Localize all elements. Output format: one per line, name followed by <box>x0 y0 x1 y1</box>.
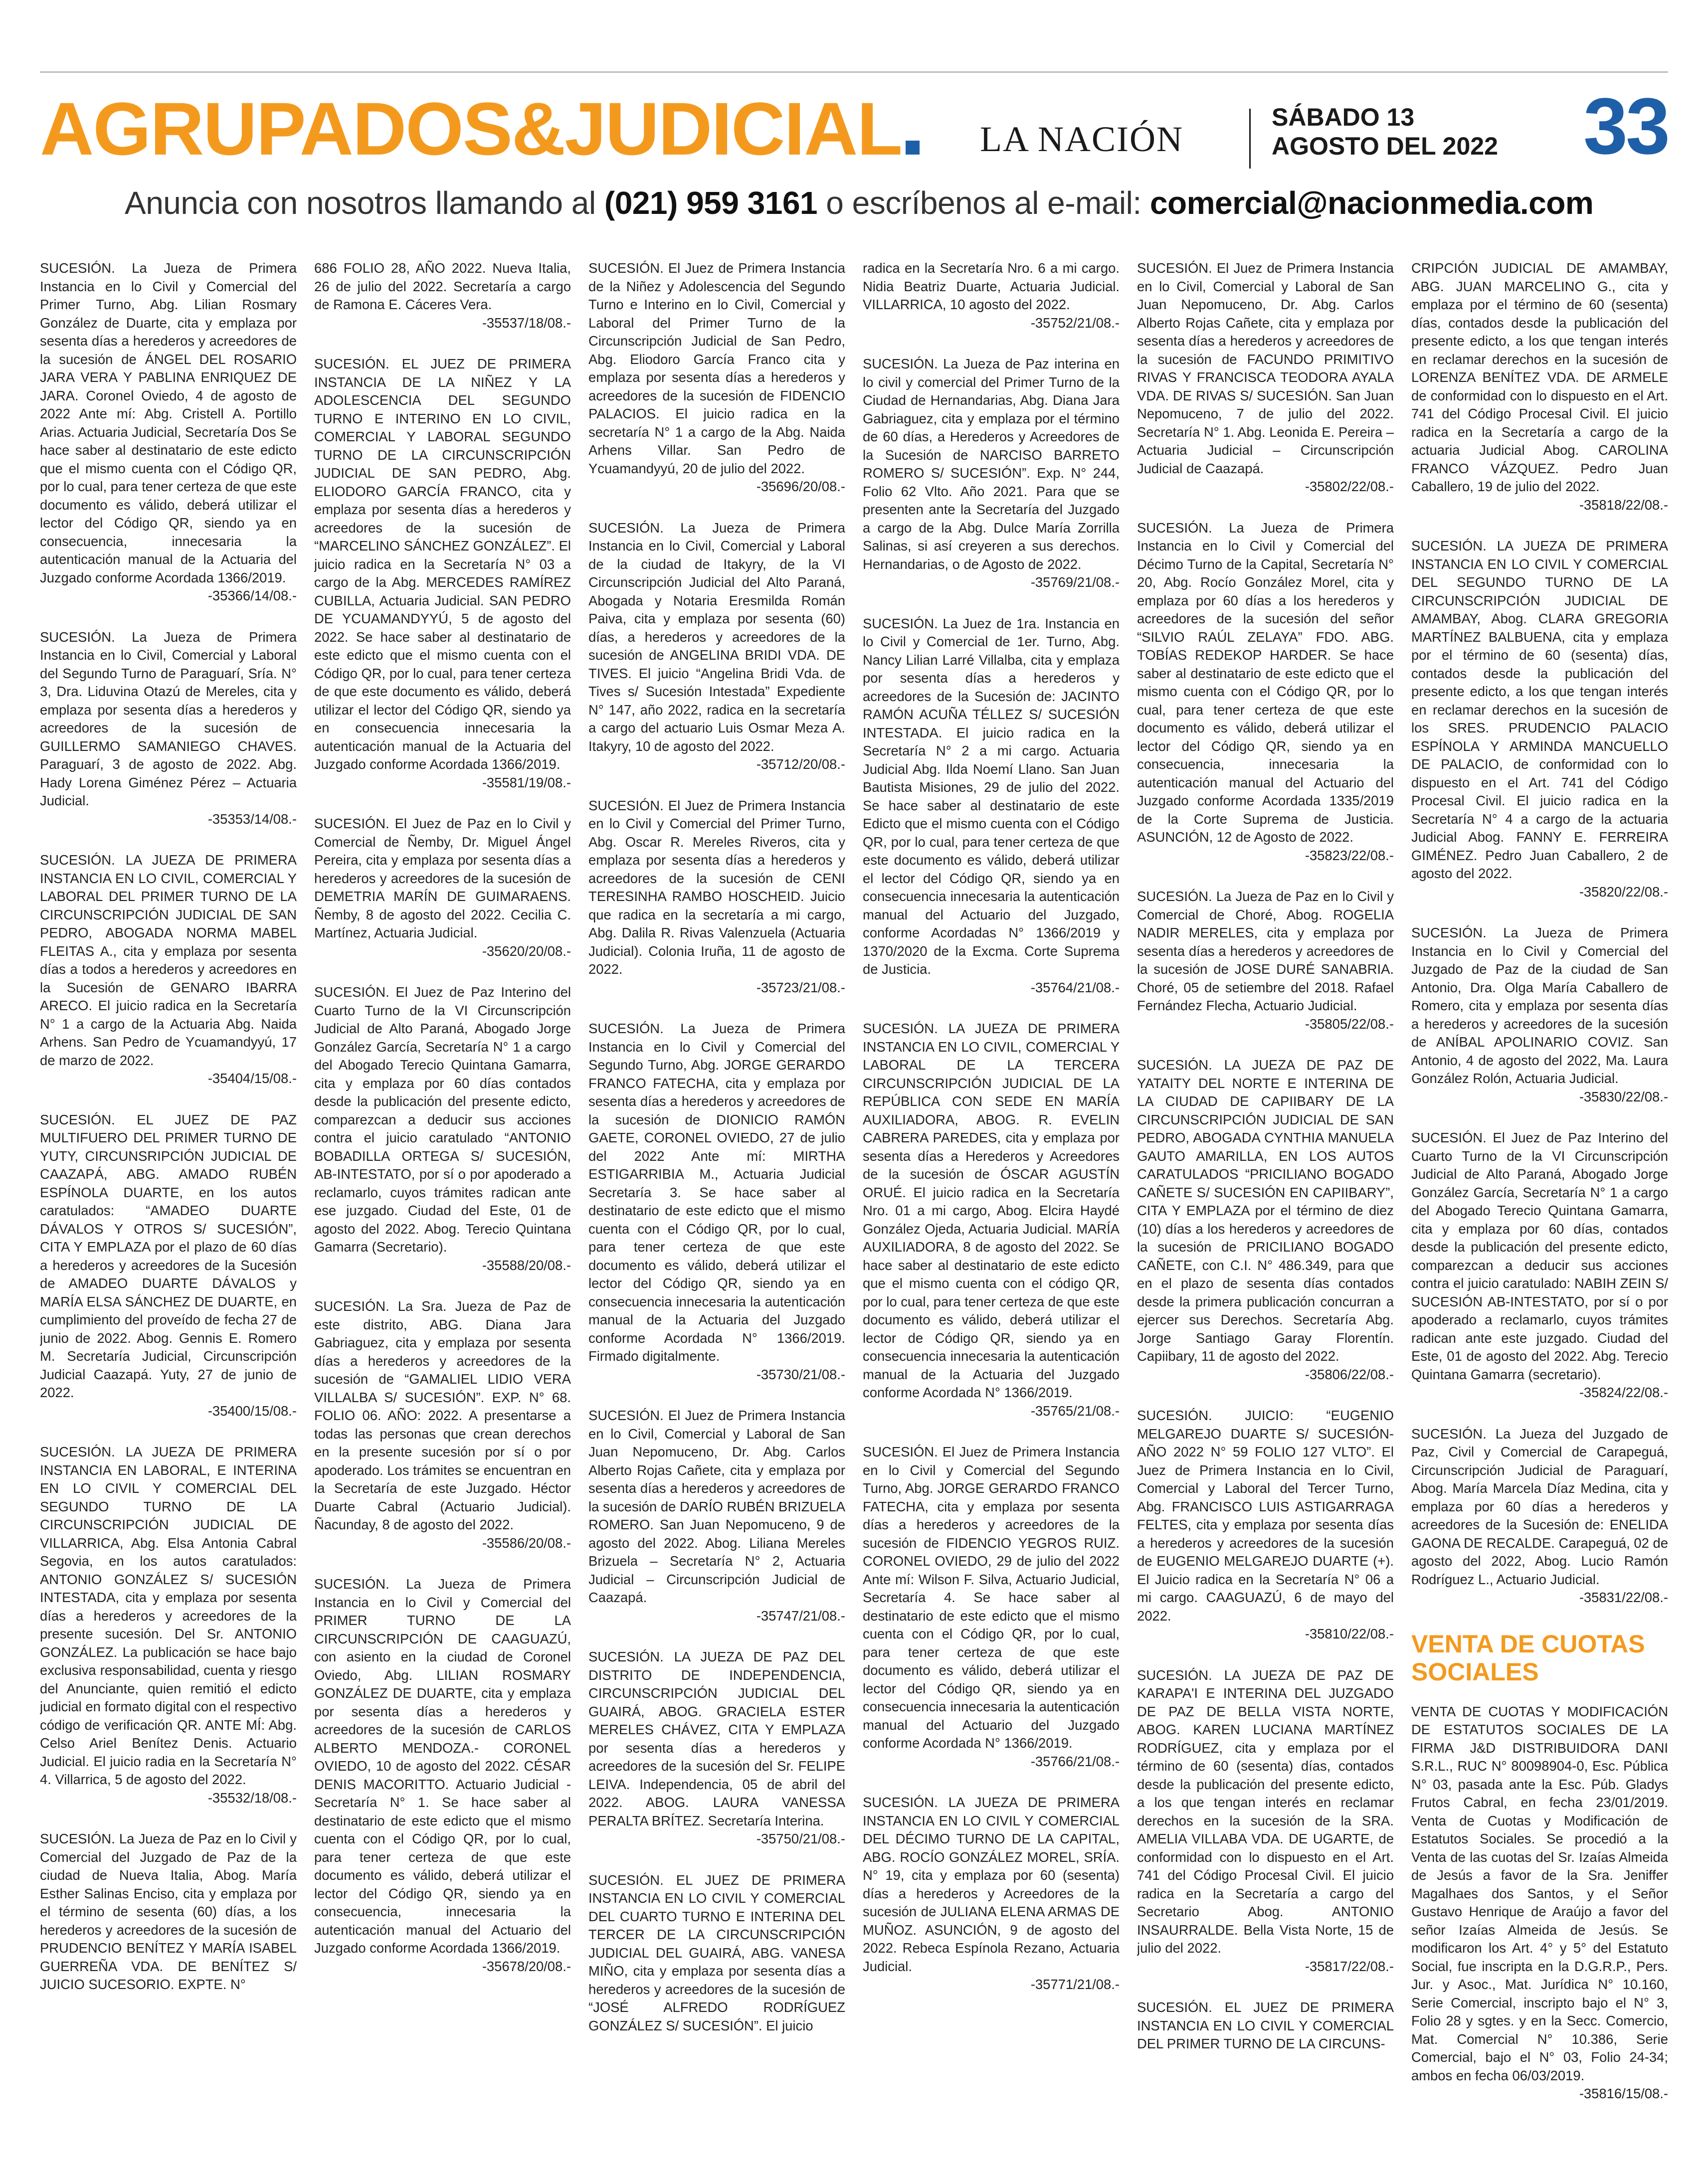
notice-text: VENTA DE CUOTAS Y MODIFICACIÓN DE ESTATUTOS SOCIALES DE LA FIRMA J&D DISTRIBUIDORA DANI S.R.L., RUC N° 80098904-0, Esc. Pública N° 03, pasada ante la Esc. Púb. Gladys Frutos Cabral, en fecha 23/01/2019. Venta de Cuotas y Modificación de Estatutos Sociales. Se procedió a la Venta de las cuotas del Sr. Izaías Almeida de Jesús a favor de la Sra. Jeniffer Magalhaes dos Santos, y el Señor Gustavo Henrique de Araújo a favor del señor Izaías Almeida de Jesús. Se modificaron los Art. 4° y 5° del Estatuto Social, fue inscripta en la D.G.R.P., Pers. Jur. y Asoc., Mat. Jurídica N° 10.160, Serie Comercial, inscripto bajo el N° 3, Folio 28 y sgtes. y en la Secc. Comercio, Mat. Comercial N° 10.386, Serie Comercial, bajo el N° 03, Folio 24-34; ambos en fecha 06/03/2019. <box>1411 1703 1668 2083</box>
legal-notice <box>40 851 297 1088</box>
legal-notice <box>40 1443 297 1807</box>
legal-notice <box>863 1020 1120 1420</box>
legal-notice <box>1411 259 1668 514</box>
notice-text: SUCESIÓN. El Juez de Primera Instancia en lo Civil y Comercial del Primer Turno, Abg. Oscar R. Mereles Riveros, cita y emplaza por sesenta días a herederos y acreedores de la sucesión de CENI TERESINHA RAMBO HOSCHEID. Juicio que radica en la secretaría a mi cargo, Abg. Dalila R. Rivas Valenzuela (Actuaria Judicial). Colonia Iruña, 11 de agosto de 2022. <box>588 797 845 977</box>
notice-text: SUCESIÓN. El Juez de Primera Instancia de la Niñez y Adolescencia del Segundo Turno e Interino en lo Civil, Comercial y Laboral del Primer Turno de la Circunscripción Judicial de San Pedro, Abg. Eliodoro García Franco cita y emplaza por sesenta días a herederos y acreedores de la sucesión de FIDENCIO PALACIOS. El juicio radica en la secretaría N° 1 a cargo de la Abg. Naida Arhens Villar. San Pedro de Ycuamandyyú, 20 de julio del 2022. <box>588 260 845 476</box>
contact-middle: o escríbenos al e-mail: <box>826 185 1141 221</box>
legal-notice <box>1411 537 1668 901</box>
contact-lead: Anuncia con nosotros llamando al <box>125 185 596 221</box>
notice-reference: -35806/22/08.- <box>1305 1366 1394 1382</box>
section-title <box>40 89 920 169</box>
notice-text: radica en la Secretaría Nro. 6 a mi cargo. Nidia Beatriz Duarte, Actuaria Judicial. VILLARRICA, 10 agosto del 2022. <box>863 260 1120 312</box>
notice-reference: -35805/22/08.- <box>1305 1016 1394 1032</box>
legal-notice <box>863 615 1120 997</box>
legal-notice <box>314 1297 571 1552</box>
section-heading: VENTA DE CUOTAS SOCIALES <box>1411 1630 1645 1686</box>
notice-reference: -35404/15/08.- <box>207 1071 297 1086</box>
notice-reference: -35816/15/08.- <box>1579 2086 1668 2101</box>
notice-reference: -35712/20/08.- <box>756 756 845 772</box>
notice-text: SUCESIÓN. LA JUEZA DE PAZ DE YATAITY DEL NORTE E INTERINA DE LA CIUDAD DE CAPIIBARY DE LA CIRCUNSCRIPCIÓN JUDICIAL DE SAN PEDRO, ABOGADA CYNTHIA MANUELA GAUTO AMARILLA, EN LOS AUTOS CARATULADOS “PRICILIANO BOGADO CAÑETE S/ SUCESIÓN EN CAPIIBARY”, CITA Y EMPLAZA por el término de diez (10) días a los herederos y acreedores de la sucesión de PRICILIANO BOGADO CAÑETE, con C.I. N° 486.349, para que en el plazo de sesenta días contados desde la primera publicación concurran a ejercer sus Derechos. Secretaría Abg. Jorge Santiago Garay Florentín. Capiibary, 11 de agosto del 2022. <box>1137 1057 1394 1364</box>
date-line-2: AGOSTO DEL 2022 <box>1272 132 1498 160</box>
notice-text: SUCESIÓN. La Sra. Jueza de Paz de este distrito, ABG. Diana Jara Gabriaguez, cita y emplaza por sesenta días a herederos y acreedores de la sucesión de “GAMALIEL LIDIO VERA VILLALBA S/ SUCESIÓN”. EXP. N° 68. FOLIO 06. AÑO: 2022. A presentarse a todas las personas que crean derechos en la presente sucesión por sí o por apoderado. Los trámites se encuentran en la Secretaría de este Juzgado. Héctor Duarte Cabral (Actuario Judicial). Ñacunday, 8 de agosto del 2022. <box>314 1298 571 1532</box>
notice-reference: -35586/20/08.- <box>482 1535 571 1551</box>
legal-notice <box>1137 1056 1394 1384</box>
notice-text: SUCESIÓN. El Juez de Paz Interino del Cuarto Turno de la VI Circunscripción Judicial de Alto Paraná, Abogado Jorge González García, Secretaría N° 1 a cargo del Abogado Terecio Quintana Gamarra, cita y emplaza por 60 días contados desde la publicación del presente edicto, comparezcan a deducir sus acciones contra el juicio caratulado “ANTONIO BOBADILLA ORTEGA S/ SUCESIÓN, AB-INTESTATO, por sí o por apoderado a reclamarlo, cuyos trámites radican ante ese juzgado. Ciudad del Este, 01 de agosto del 2022. Abog. Terecio Quintana Gamarra (Secretario). <box>314 984 571 1255</box>
notice-text: SUCESIÓN. LA JUEZA DE PRIMERA INSTANCIA EN LO CIVIL, COMERCIAL Y LABORAL DE LA TERCERA CIRCUNSCRIPCIÓN JUDICIAL DE LA REPÚBLICA CON SEDE EN MARÍA AUXILIADORA, ABOG. R. EVELIN CABRERA PAREDES, cita y emplaza por sesenta días a Herederos y Acreedores de la sucesión de ÓSCAR AGUSTÍN ORUÉ. El juicio radica en la Secretaría Nro. 01 a mi cargo, Abog. Elcira Haydé González Ojeda, Actuaria Judicial. MARÍA AUXILIADORA, 8 de agosto del 2022. Se hace saber al destinatario de este edicto que el mismo cuenta con el código QR, por lo cual, para tener certeza de que este documento es válido, deberá utilizar el lector de Código QR, siendo ya en consecuencia innecesaria la autenticación manual de la Actuaria del Juzgado conforme Acordada N° 1366/2019. <box>863 1021 1120 1400</box>
legal-notice <box>1137 259 1394 496</box>
newspaper-name: LA NACIÓN <box>980 119 1183 159</box>
column-6 <box>1411 259 1668 2164</box>
notice-text: SUCESIÓN. El Juez de Primera Instancia en lo Civil y Comercial del Segundo Turno, Abg. JORGE GERARDO FRANCO FATECHA, cita y emplaza por sesenta días a herederos y acreedores de la sucesión de FIDENCIO YEGROS RUIZ. CORONEL OVIEDO, 29 de julio del 2022 Ante mí: Wilson F. Silva, Actuario Judicial, Secretaría 4. Se hace saber al destinatario de este edicto que el mismo cuenta con el Código QR, por lo cual, para tener certeza de que este documento es válido, deberá utilizar el lector del Código QR, siendo ya en consecuencia innecesaria la autenticación manual del Actuario del Juzgado conforme Acordada N° 1366/2019. <box>863 1444 1120 1751</box>
legal-notice <box>314 815 571 960</box>
contact-phone: (021) 959 3161 <box>604 185 817 221</box>
column-1 <box>40 259 297 2164</box>
notice-reference: -35766/21/08.- <box>1030 1753 1120 1769</box>
notice-reference: -35353/14/08.- <box>207 811 297 827</box>
legal-notice <box>588 1648 845 1848</box>
notice-reference: -35581/19/08.- <box>482 774 571 790</box>
legal-notice <box>1411 1703 1668 2103</box>
legal-notice <box>1137 1998 1394 2053</box>
notice-reference: -35678/20/08.- <box>482 1958 571 1974</box>
legal-notice <box>588 1871 845 2035</box>
legal-notice <box>588 1407 845 1625</box>
date-block <box>1272 103 1498 161</box>
contact-line <box>125 184 1593 221</box>
legal-notice <box>588 259 845 496</box>
legal-notice <box>40 628 297 829</box>
notice-text: SUCESIÓN. LA JUEZA DE PAZ DE KARAPA'I E INTERINA DEL JUZGADO DE PAZ DE BELLA VISTA NORTE, ABOG. KAREN LUCIANA MARTÍNEZ RODRÍGUEZ, cita y emplaza por el término de 60 (sesenta) días, contados desde la publicación del presente edicto, a los que tengan interés en reclamar derechos en la sucesión de la SRA. AMELIA VILLABA VDA. DE UGARTE, de conformidad con lo dispuesto en el Art. 741 del Código Procesal Civil. El juicio radica en la Secretaría a cargo del Secretario Abog. ANTONIO INSAURRALDE. Bella Vista Norte, 15 de julio del 2022. <box>1137 1667 1394 1956</box>
column-3 <box>588 259 845 2164</box>
notice-text: SUCESIÓN. La Jueza de Primera Instancia en lo Civil y Comercial del Segundo Turno, Abg. JORGE GERARDO FRANCO FATECHA, cita y emplaza por sesenta días a herederos y acreedores de la sucesión de DIONICIO RAMÓN GAETE, CORONEL OVIEDO, 27 de julio del 2022 Ante mí: MIRTHA ESTIGARRIBIA M., Actuaria Judicial Secretaría 3. Se hace saber al destinatario de este edicto que el mismo cuenta con el Código QR, por lo cual, para tener certeza de que este documento es válido, deberá utilizar el lector del Código QR, siendo ya en consecuencia innecesaria la autenticación manual de la Actuaria del Juzgado conforme Acordada N° 1366/2019. Firmado digitalmente. <box>588 1021 845 1364</box>
notice-text: SUCESIÓN. La Jueza de Primera Instancia en lo Civil y Comercial del Primer Turno, Abg. Lilian Rosmary González de Duarte, cita y emplaza por sesenta días a herederos y acreedores de la sucesión de ÁNGEL DEL ROSARIO JARA VERA Y PABLINA ENRIQUEZ DE JARA. Coronel Oviedo, 4 de agosto de 2022 Ante mí: Abg. Cristell A. Portillo Arias. Actuaria Judicial, Secretaría Dos Se hace saber al destinatario de este edicto que el mismo cuenta con el Código QR, por lo cual, para tener certeza de que este documento es válido, deberá utilizar el lector del Código QR, siendo ya en consecuencia, innecesaria la autenticación manual de la Actuaria del Juzgado conforme Acordada 1366/2019. <box>40 260 297 585</box>
notice-reference: -35730/21/08.- <box>756 1366 845 1382</box>
notice-reference: -35830/22/08.- <box>1579 1089 1668 1104</box>
masthead <box>40 81 1668 171</box>
notice-reference: -35831/22/08.- <box>1579 1590 1668 1605</box>
legal-notice <box>1137 1407 1394 1643</box>
notice-text: SUCESIÓN. El Juez de Paz en lo Civil y Comercial de Ñemby, Dr. Miguel Ángel Pereira, cita y emplaza por sesenta días a herederos y acreedores de la sucesión de DEMETRIA MARÍN DE GUIMARAENS. Ñemby, 8 de agosto del 2022. Cecilia C. Martínez, Actuaria Judicial. <box>314 816 571 940</box>
column-2 <box>314 259 571 2164</box>
column-5 <box>1137 259 1394 2164</box>
notice-reference: -35400/15/08.- <box>207 1403 297 1419</box>
notice-reference: -35818/22/08.- <box>1579 497 1668 513</box>
legal-notice <box>1137 888 1394 1033</box>
notice-reference: -35747/21/08.- <box>756 1608 845 1624</box>
notice-text: SUCESIÓN. El Juez de Paz Interino del Cuarto Turno de la VI Circunscripción Judicial de Alto Paraná, Abogado Jorge González García, Secretaría N° 1 a cargo del Abogado Terecio Quintana Gamarra, cita y emplaza por 60 días, contados desde la publicación del presente edicto, comparezcan a deducir sus acciones contra el juicio caratulado: NABIH ZEIN S/ SUCESIÓN AB-INTESTATO, por sí o por apoderado a reclamarlo, cuyos trámites radican ante este juzgado. Ciudad del Este, 01 de agosto del 2022. Abg. Terecio Quintana Gamarra (secretario). <box>1411 1130 1668 1382</box>
notice-text: SUCESIÓN. LA JUEZA DE PRIMERA INSTANCIA EN LABORAL, E INTERINA EN LO CIVIL Y COMERCIAL DEL SEGUNDO TURNO DE LA CIRCUNSCRIPCIÓN JUDICIAL DE VILLARRICA, Abg. Elsa Antonia Cabral Segovia, en los autos caratulados: ANTONIO GONZÁLEZ S/ SUCESIÓN INTESTADA, cita y emplaza por sesenta días a herederos y acreedores de la presente sucesión. Del Sr. ANTONIO GONZÁLEZ. La publicación se hace bajo exclusiva responsabilidad, cuenta y riesgo del Anunciante, quien remitió el edicto judicial en formato digital con el respectivo código de verificación QR. ANTE MÍ: Abg. Celso Ariel Benítez Denis. Actuario Judicial. El juicio radia en la Secretaría N° 4. Villarrica, 5 de agosto del 2022. <box>40 1444 297 1787</box>
legal-notice <box>863 259 1120 332</box>
section-title-text: AGRUPADOS&JUDICIAL <box>40 87 902 171</box>
notice-text: SUCESIÓN. La Jueza del Juzgado de Paz, Civil y Comercial de Carapeguá, Circunscripción Judicial de Paraguarí, Abog. María Marcela Díaz Medina, cita y emplaza por 60 días a herederos y acreedores de la Sucesión de: ENELIDA GAONA DE RECALDE. Carapeguá, 02 de agosto del 2022, Abog. Lucio Ramón Rodríguez L., Actuario Judicial. <box>1411 1426 1668 1587</box>
legal-notice <box>1411 924 1668 1106</box>
notice-reference: -35764/21/08.- <box>1030 979 1120 995</box>
page-number: 33 <box>1583 81 1668 171</box>
notice-text: SUCESIÓN. LA JUEZA DE PRIMERA INSTANCIA EN LO CIVIL Y COMERCIAL DEL DÉCIMO TURNO DE LA CAPITAL, ABG. ROCÍO GONZÁLEZ MOREL, SRÍA. N° 19, cita y emplaza por 60 (sesenta) días a herederos y Acreedores de la sucesión de JULIANA ELENA ARMAS DE MUÑOZ. ASUNCIÓN, 9 de agosto del 2022. Rebeca Espínola Rezano, Actuaria Judicial. <box>863 1795 1120 1974</box>
notice-reference: -35802/22/08.- <box>1305 479 1394 494</box>
notice-text: CRIPCIÓN JUDICIAL DE AMAMBAY, ABG. JUAN MARCELINO G., cita y emplaza por el término de 60 (sesenta) días, contados desde la publicación del presente edicto, a los que tengan interés en reclamar derechos en la sucesión de LORENZA BENÍTEZ VDA. DE ARMELE de conformidad con lo dispuesto en el Art. 741 del Código Procesal Civil. El juicio radica en la Secretaría a cargo de la actuaria Judicial Abog. CAROLINA FRANCO VÁZQUEZ. Pedro Juan Caballero, 19 de julio del 2022. <box>1411 260 1668 494</box>
notice-reference: -35532/18/08.- <box>207 1790 297 1806</box>
notice-text: SUCESIÓN. El Juez de Primera Instancia en lo Civil, Comercial y Laboral de San Juan Nepomuceno, Dr. Abg. Carlos Alberto Rojas Cañete, cita y emplaza por sesenta días a herederos y acreedores de la sucesión de DARÍO RUBÉN BRIZUELA ROMERO. San Juan Nepomuceno, 9 de agosto del 2022. Abog. Liliana Mereles Brizuela – Secretaría N° 2, Actuaria Judicial – Circunscripción Judicial de Caazapá. <box>588 1408 845 1605</box>
legal-notice <box>314 983 571 1274</box>
notice-reference: -35820/22/08.- <box>1579 884 1668 900</box>
notice-text: SUCESIÓN. La Jueza de Primera Instancia en lo Civil y Comercial del PRIMER TURNO DE LA CIRCUNSCRIPCIÓN DE CAAGUAZÚ, con asiento en la ciudad de Coronel Oviedo, Abg. LILIAN ROSMARY GONZÁLEZ DE DUARTE, cita y emplaza por sesenta días a herederos y acreedores de la sucesión de CARLOS ALBERTO MENDOZA.- CORONEL OVIEDO, 10 de agosto del 2022. CÉSAR DENIS MACORITTO. Actuario Judicial - Secretaría N° 1. Se hace saber al destinatario de este edicto que el mismo cuenta con el Código QR, por lo cual, para tener certeza de que este documento es válido, deberá utilizar el lector del Código QR, siendo ya en consecuencia, innecesaria la autenticación manual del Actuario del Juzgado conforme Acordada 1366/2019. <box>314 1576 571 1956</box>
notice-reference: -35620/20/08.- <box>482 943 571 959</box>
legal-notice <box>40 1830 297 1994</box>
notice-text: 686 FOLIO 28, AÑO 2022. Nueva Italia, 26 de julio del 2022. Secretaría a cargo de Ramona E. Cáceres Vera. <box>314 260 571 312</box>
notice-reference: -35817/22/08.- <box>1305 1958 1394 1974</box>
notice-reference: -35810/22/08.- <box>1305 1626 1394 1641</box>
notice-reference: -35696/20/08.- <box>756 479 845 494</box>
legal-notice <box>314 1575 571 1976</box>
notice-text: SUCESIÓN. El Juez de Primera Instancia en lo Civil, Comercial y Laboral de San Juan Nepomuceno, Dr. Abg. Carlos Alberto Rojas Cañete, cita y emplaza por sesenta días a herederos y acreedores de la sucesión de FACUNDO PRIMITIVO RIVAS Y FRANCISCA TEODORA AYALA VDA. DE RIVAS S/ SUCESIÓN. San Juan Nepomuceno, 7 de julio del 2022. Secretaría N° 1. Abg. Leonida E. Pereira – Actuaria Judicial – Circunscripción Judicial de Caazapá. <box>1137 260 1394 476</box>
notice-text: SUCESIÓN. JUICIO: “EUGENIO MELGAREJO DUARTE S/ SUCESIÓN-AÑO 2022 N° 59 FOLIO 127 VLTO”. El Juez de Primera Instancia en lo Civil, Comercial y Laboral del Tercer Turno, Abg. FRANCISCO LUIS ASTIGARRAGA FELTES, cita y emplaza por sesenta días a herederos y acreedores de la sucesión de EUGENIO MELGAREJO DUARTE (+). El Juicio radica en la Secretaría N° 06 a mi cargo. CAAGUAZÚ, 6 de mayo del 2022. <box>1137 1408 1394 1624</box>
notice-text: SUCESIÓN. La Jueza de Paz en lo Civil y Comercial de Choré, Abog. ROGELIA NADIR MERELES, cita y emplaza por sesenta días a herederos y acreedores de la sucesión de JOSE DURÉ SANABRIA. Choré, 05 de setiembre del 2018. Rafael Fernández Flecha, Actuario Judicial. <box>1137 889 1394 1013</box>
notice-reference: -35537/18/08.- <box>482 315 571 331</box>
notice-text: SUCESIÓN. LA JUEZA DE PRIMERA INSTANCIA EN LO CIVIL Y COMERCIAL DEL SEGUNDO TURNO DE LA CIRCUNSCRIPCIÓN JUDICIAL DE AMAMBAY, Abog. CLARA GREGORIA MARTÍNEZ BALBUENA, cita y emplaza por el término de 60 (sesenta) días, contados desde la publicación del presente edicto, a los que tengan interés en reclamar derechos en la sucesión de los SRES. PRUDENCIO PALACIO ESPÍNOLA Y ARMINDA MANCUELLO DE PALACIO, de conformidad con lo dispuesto en el Art. 741 del Código Procesal Civil. El juicio radica en la Secretaría N° 4 a cargo de la actuaria Judicial Abog. FANNY E. FERREIRA GIMÉNEZ. Pedro Juan Caballero, 2 de agosto del 2022. <box>1411 538 1668 881</box>
notice-reference: -35824/22/08.- <box>1579 1385 1668 1400</box>
legal-notice <box>588 797 845 997</box>
notice-text: SUCESIÓN. La Juez de 1ra. Instancia en lo Civil y Comercial de 1er. Turno, Abg. Nancy Lilian Larré Villalba, cita y emplaza por sesenta días a herederos y acreedores de la Sucesión de: JACINTO RAMÓN ACUÑA TÉLLEZ S/ SUCESIÓN INTESTADA. El juicio radica en la Secretaría N° 2 a mi cargo. Actuaria Judicial Abg. Ilda Noemí Llano. San Juan Bautista Misiones, 29 de julio del 2022. Se hace saber al destinatario de este Edicto que el mismo cuenta con el Código QR, por lo cual, para tener certeza de que este documento es válido, deberá utilizar el lector del Código QR, siendo ya en consecuencia innecesaria la autenticación manual del Actuario del Juzgado, conforme Acordadas N° 1366/2019 y 1370/2020 de la Excma. Corte Suprema de Justicia. <box>863 615 1120 977</box>
contact-email: comercial@nacionmedia.com <box>1149 185 1594 221</box>
notice-reference: -35771/21/08.- <box>1030 1977 1120 1992</box>
notice-reference: -35823/22/08.- <box>1305 847 1394 863</box>
legal-notice <box>40 1111 297 1421</box>
legal-notice <box>1137 1666 1394 1976</box>
notice-reference: -35588/20/08.- <box>482 1257 571 1273</box>
notice-text: SUCESIÓN. La Jueza de Primera Instancia en lo Civil, Comercial y Laboral del Segundo Turno de Paraguarí, Sría. N° 3, Dra. Liduvina Otazú de Mereles, cita y emplaza por sesenta días a herederos y acreedores de la sucesión de GUILLERMO SAMANIEGO CHAVES. Paraguarí, 3 de agosto de 2022. Abg. Hady Lorena Giménez Pérez – Actuaria Judicial. <box>40 629 297 808</box>
notice-reference: -35752/21/08.- <box>1030 315 1120 331</box>
notice-text: SUCESIÓN. EL JUEZ DE PRIMERA INSTANCIA EN LO CIVIL Y COMERCIAL DEL PRIMER TURNO DE LA CIRCUNS- <box>1137 1999 1394 2051</box>
legal-notice <box>40 259 297 605</box>
legal-notice <box>1411 1425 1668 1607</box>
notices-columns <box>40 259 1668 2164</box>
notice-reference: -35765/21/08.- <box>1030 1403 1120 1419</box>
legal-notice <box>863 1794 1120 1994</box>
legal-notice <box>863 355 1120 592</box>
notice-text: SUCESIÓN. La Jueza de Primera Instancia en lo Civil, Comercial y Laboral de la ciudad de Itakyry, de la VI Circunscripción Judicial del Alto Paraná, Abogada y Notaria Eresmilda Román Paiva, cita y emplaza por sesenta (60) días, a herederos y acreedores de la sucesión de ANGELINA BRIDI VDA. DE TIVES. El juicio “Angelina Bridi Vda. de Tives s/ Sucesión Intestada” Expediente N° 147, año 2022, radica en la secretaría a cargo del actuario Luis Osmar Meza A. Itakyry, 10 de agosto del 2022. <box>588 520 845 754</box>
notice-text: SUCESIÓN. EL JUEZ DE PRIMERA INSTANCIA DE LA NIÑEZ Y LA ADOLESCENCIA DEL SEGUNDO TURNO E INTERINO EN LO CIVIL, COMERCIAL Y LABORAL SEGUNDO TURNO DE LA CIRCUNSCRIPCIÓN JUDICIAL DE SAN PEDRO, Abg. ELIODORO GARCÍA FRANCO, cita y emplaza por sesenta días a herederos y acreedores de la sucesión de “MARCELINO SÁNCHEZ GONZÁLEZ”. El juicio radica en la Secretaría N° 03 a cargo de la Abg. MERCEDES RAMÍREZ CUBILLA, Actuaria Judicial. SAN PEDRO DE YCUAMANDYYÚ, 5 de agosto del 2022. Se hace saber al destinatario de este edicto que el mismo cuenta con el Código QR, por lo cual, para tener certeza de que este documento es válido, deberá utilizar el lector del Código QR, siendo ya en consecuencia innecesaria la autenticación manual de la Actuaria del Juzgado conforme Acordada 1366/2019. <box>314 356 571 772</box>
legal-notice <box>588 519 845 774</box>
notice-reference: -35723/21/08.- <box>756 979 845 995</box>
masthead-separator <box>1249 109 1251 169</box>
section-title-dot <box>906 141 920 155</box>
legal-notice <box>314 355 571 792</box>
date-line-1: SÁBADO 13 <box>1272 103 1415 131</box>
notice-text: SUCESIÓN. LA JUEZA DE PRIMERA INSTANCIA EN LO CIVIL, COMERCIAL Y LABORAL DEL PRIMER TURNO DE LA CIRCUNSCRIPCIÓN JUDICIAL DE SAN PEDRO, ABOGADA NORMA MABEL FLEITAS A., cita y emplaza por sesenta días a todos a herederos y acreedores en la Sucesión de GENARO IBARRA ARECO. El juicio radica en la Secretaría N° 1 a cargo de la Actuaria Abg. Naida Arhens. San Pedro de Ycuamandyyú, 17 de marzo de 2022. <box>40 852 297 1068</box>
legal-notice <box>863 1443 1120 1771</box>
notice-text: SUCESIÓN. La Jueza de Paz interina en lo civil y comercial del Primer Turno de la Ciudad de Hernandarias, Abg. Diana Jara Gabriaguez, cita y emplaza por el término de 60 días, a Herederos y Acreedores de la Sucesión de NARCISO BARRETO ROMERO S/ SUCESIÓN”. Exp. N° 244, Folio 62 Vlto. Año 2021. Para que se presenten ante la Secretaría del Juzgado a cargo de la Abg. Dulce María Zorrilla Salinas, si así creyeren a sus derechos. Hernandarias, o de Agosto de 2022. <box>863 356 1120 572</box>
notice-text: SUCESIÓN. La Jueza de Primera Instancia en lo Civil y Comercial del Décimo Turno de la Capital, Secretaría N° 20, Abg. Rocío González Morel, cita y emplaza por 60 días a los herederos y acreedores de la sucesión del señor “SILVIO RAÚL ZELAYA” FDO. ABG. TOBÍAS REDEKOP HARDER. Se hace saber al destinatario de este edicto que el mismo cuenta con el Código QR, por lo cual, para tener certeza de que este documento es válido, deberá utilizar el lector del Código QR, siendo ya en consecuencia, innecesaria la autenticación manual del Actuario del Juzgado conforme Acordada 1335/2019 de la Corte Suprema de Justicia. ASUNCIÓN, 12 de Agosto de 2022. <box>1137 520 1394 845</box>
top-rule <box>40 71 1668 73</box>
notice-reference: -35750/21/08.- <box>756 1831 845 1846</box>
legal-notice <box>1137 519 1394 865</box>
legal-notice <box>314 259 571 332</box>
notice-reference: -35769/21/08.- <box>1030 574 1120 590</box>
notice-text: SUCESIÓN. La Jueza de Paz en lo Civil y Comercial del Juzgado de Paz de la ciudad de Nueva Italia, Abog. María Esther Salinas Enciso, cita y emplaza por el término de sesenta (60) días, a los herederos y acreedores de la sucesión de PRUDENCIO BENÍTEZ Y MARÍA ISABEL GUERREÑA VDA. DE BENÍTEZ S/ JUICIO SUCESORIO. EXPTE. N° <box>40 1831 297 1992</box>
notice-reference: -35366/14/08.- <box>207 588 297 603</box>
column-4 <box>863 259 1120 2164</box>
legal-notice <box>1411 1129 1668 1402</box>
legal-notice <box>588 1020 845 1384</box>
notice-text: SUCESIÓN. EL JUEZ DE PRIMERA INSTANCIA EN LO CIVIL Y COMERCIAL DEL CUARTO TURNO E INTERINA DEL TERCER DE LA CIRCUNSCRIPCIÓN JUDICIAL DEL GUAIRÁ, ABG. VANESA MIÑO, cita y emplaza por sesenta días a herederos y acreedores de la sucesión de “JOSÉ ALFREDO RODRÍGUEZ GONZÁLEZ S/ SUCESIÓN”. El juicio <box>588 1872 845 2033</box>
notice-text: SUCESIÓN. LA JUEZA DE PAZ DEL DISTRITO DE INDEPENDENCIA, CIRCUNSCRIPCIÓN JUDICIAL DEL GUAIRÁ, ABOG. GRACIELA ESTER MERELES CHÁVEZ, CITA Y EMPLAZA por sesenta días a herederos y acreedores de la sucesión del Sr. FELIPE LEIVA. Independencia, 05 de abril del 2022. ABOG. LAURA VANESSA PERALTA BRÍTEZ. Secretaría Interina. <box>588 1649 845 1828</box>
notice-text: SUCESIÓN. EL JUEZ DE PAZ MULTIFUERO DEL PRIMER TURNO DE YUTY, CIRCUNSRIPCIÓN JUDICIAL DE CAAZAPÁ, ABG. AMADO RUBÉN ESPÍNOLA DUARTE, en los autos caratulados: “AMADEO DUARTE DÁVALOS Y OTROS S/ SUCESIÓN”, CITA Y EMPLAZA por el plazo de 60 días a herederos y acreedores de la Sucesión de AMADEO DUARTE DÁVALOS y MARÍA ELSA SÁNCHEZ DE DUARTE, en cumplimiento del proveído de fecha 27 de junio de 2022. Abog. Gennis E. Romero M. Secretaría Judicial, Circunscripción Judicial Caazapá. Yuty, 27 de junio de 2022. <box>40 1111 297 1400</box>
notice-text: SUCESIÓN. La Jueza de Primera Instancia en lo Civil y Comercial del Juzgado de Paz de la ciudad de San Antonio, Dra. Olga María Caballero de Romero, cita y emplaza por sesenta días a herederos y acreedores de la sucesión de ANÍBAL APOLINARIO COVIZ. San Antonio, 4 de agosto del 2022, Ma. Laura González Rolón, Actuaria Judicial. <box>1411 925 1668 1086</box>
